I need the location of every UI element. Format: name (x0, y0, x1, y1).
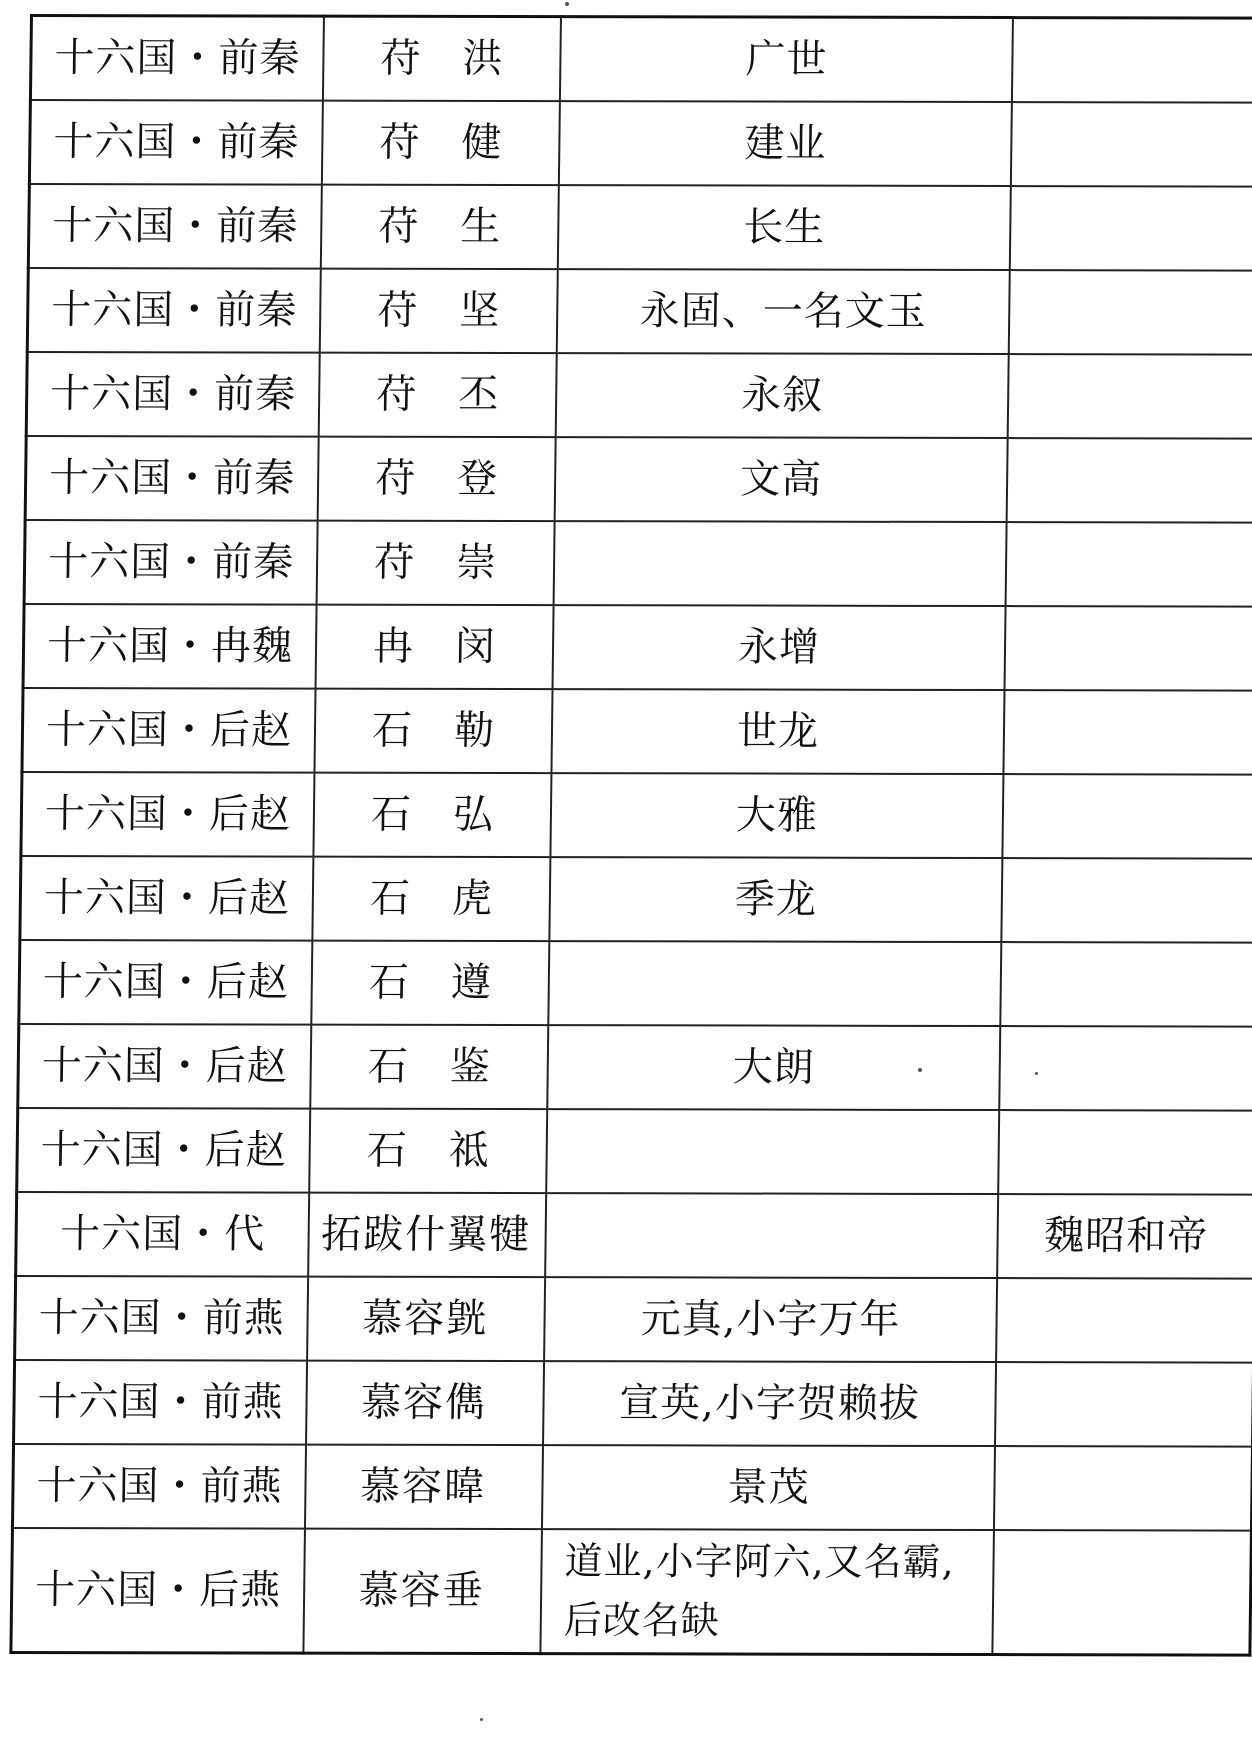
style-name-cell: 永固、一名文玉 (557, 269, 1010, 354)
note-cell (1005, 606, 1252, 691)
table-row (14, 1360, 1252, 1447)
state-cell: 十六国・前燕 (14, 1360, 308, 1445)
state-cell: 十六国・代 (16, 1192, 310, 1277)
note-cell (1010, 186, 1252, 271)
scan-speck (918, 1068, 922, 1072)
scanned-page (9, 14, 1209, 1706)
table-row (19, 940, 1252, 1027)
scan-speck (480, 1718, 483, 1721)
note-cell (995, 1362, 1252, 1447)
name-cell: 石 鉴 (310, 1025, 548, 1109)
style-name-cell: 世龙 (551, 689, 1004, 774)
style-name-cell: 大朗 (547, 1025, 1000, 1110)
state-cell: 十六国・前秦 (27, 268, 321, 353)
name-cell: 苻 登 (318, 437, 556, 521)
state-cell: 十六国・后赵 (17, 1108, 311, 1193)
style-name-cell: 道业,小字阿六,又名霸,后改名缺 (540, 1529, 994, 1654)
name-cell: 慕容暐 (305, 1445, 543, 1529)
note-cell (1000, 942, 1252, 1027)
table-row (25, 436, 1252, 523)
name-cell: 苻 洪 (323, 16, 561, 101)
table-row (27, 268, 1252, 355)
note-cell (1002, 774, 1252, 859)
name-cell: 苻 健 (322, 101, 560, 185)
name-cell: 石 祗 (309, 1109, 547, 1193)
name-cell: 石 虎 (312, 857, 550, 941)
state-cell: 十六国・前秦 (30, 16, 324, 101)
name-cell: 慕容垂 (303, 1529, 542, 1654)
note-cell (1012, 18, 1252, 103)
note-cell (1003, 690, 1252, 775)
style-name-cell (554, 521, 1007, 606)
state-cell: 十六国・冉魏 (23, 604, 317, 689)
note-cell (1001, 858, 1252, 943)
name-cell: 苻 坚 (320, 269, 558, 353)
name-cell: 慕容皝 (307, 1277, 545, 1361)
name-cell: 苻 丕 (319, 353, 557, 437)
state-cell: 十六国・前秦 (28, 184, 322, 269)
note-cell (1008, 354, 1252, 439)
table-row (16, 1192, 1252, 1279)
note-cell (1007, 438, 1252, 523)
style-name-cell: 长生 (558, 185, 1011, 270)
state-cell: 十六国・后赵 (21, 772, 315, 857)
name-cell: 石 弘 (313, 773, 551, 857)
state-cell: 十六国・前秦 (24, 520, 318, 605)
table-row (30, 16, 1252, 103)
style-name-cell: 文高 (555, 437, 1008, 522)
table-row (12, 1444, 1252, 1531)
scan-speck (1035, 1072, 1038, 1075)
style-name-cell: 建业 (559, 101, 1012, 186)
table-row (24, 520, 1252, 607)
name-cell: 冉 闵 (316, 605, 554, 689)
note-cell (999, 1026, 1252, 1111)
style-name-cell: 大雅 (550, 773, 1003, 858)
name-cell: 石 遵 (311, 941, 549, 1025)
style-name-cell: 宣英,小字贺赖拔 (543, 1361, 996, 1446)
style-name-cell (545, 1193, 998, 1278)
state-cell: 十六国・前燕 (15, 1276, 309, 1361)
table-row (17, 1108, 1252, 1195)
name-cell: 苻 生 (321, 185, 559, 269)
note-cell (994, 1446, 1252, 1531)
note-cell (992, 1530, 1251, 1655)
table-row (20, 856, 1252, 943)
name-cell: 苻 崇 (317, 521, 555, 605)
name-cell: 拓跋什翼犍 (308, 1193, 546, 1277)
style-name-cell: 永叙 (556, 353, 1009, 438)
state-cell: 十六国・后赵 (19, 940, 313, 1025)
names-table-body (11, 16, 1252, 1656)
state-cell: 十六国・后赵 (22, 688, 316, 773)
state-cell: 十六国・后赵 (18, 1024, 312, 1109)
table-row (15, 1276, 1252, 1363)
style-name-cell (548, 941, 1001, 1026)
state-cell: 十六国・前燕 (12, 1444, 306, 1529)
table-row (18, 1024, 1252, 1111)
state-cell: 十六国・前秦 (25, 436, 319, 521)
note-cell (1006, 522, 1252, 607)
style-name-cell: 季龙 (549, 857, 1002, 942)
table-row (23, 604, 1252, 691)
table-row (11, 1528, 1252, 1655)
state-cell: 十六国・后赵 (20, 856, 314, 941)
state-cell: 十六国・后燕 (11, 1528, 305, 1653)
style-name-cell: 景茂 (542, 1445, 995, 1530)
table-row (22, 688, 1252, 775)
table-row (28, 184, 1252, 271)
table-row (26, 352, 1252, 439)
state-cell: 十六国・前秦 (29, 100, 323, 185)
name-cell: 石 勒 (314, 689, 552, 773)
style-name-cell: 广世 (560, 17, 1013, 102)
note-cell (998, 1110, 1252, 1195)
note-cell (1011, 102, 1252, 187)
scan-speck (565, 2, 569, 6)
table-row (21, 772, 1252, 859)
style-name-cell: 元真,小字万年 (544, 1277, 997, 1362)
note-cell (1009, 270, 1252, 355)
style-name-cell (546, 1109, 999, 1194)
note-cell (996, 1278, 1252, 1363)
table-row (29, 100, 1252, 187)
note-cell: 魏昭和帝 (997, 1194, 1252, 1279)
style-name-cell: 永增 (553, 605, 1006, 690)
state-cell: 十六国・前秦 (26, 352, 320, 437)
names-table (9, 14, 1252, 1657)
name-cell: 慕容儁 (306, 1361, 544, 1445)
